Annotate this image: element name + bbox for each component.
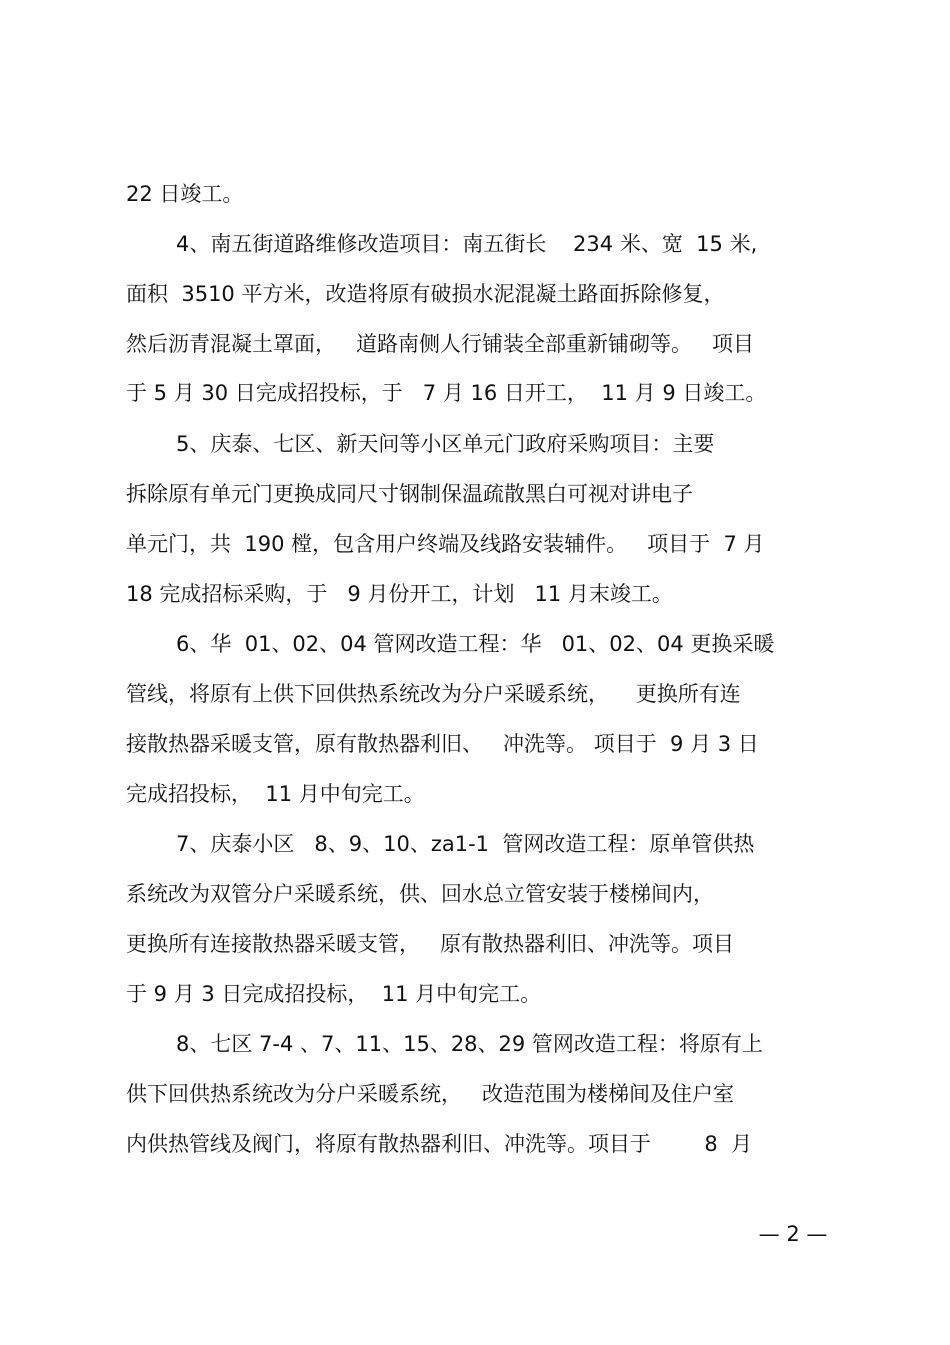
text-line-13: 完成招投标， 11 月中旬完工。 (126, 782, 425, 806)
text-line-8: 单元门，共 190 樘，包含用户终端及线路安装辅件。 项目于 7 月 (126, 532, 765, 556)
text-line-10: 6、华 01、02、04 管网改造工程：华 01、02、04 更换采暖 (176, 632, 775, 656)
page-number: — 2 — (758, 1222, 828, 1246)
text-line-18: 8、七区 7-4 、7、11、15、28、29 管网改造工程：将原有上 (176, 1032, 763, 1056)
text-line-17: 于 9 月 3 日完成招投标， 11 月中旬完工。 (126, 982, 542, 1006)
text-line-6: 5、庆泰、七区、新天问等小区单元门政府采购项目：主要 (176, 432, 715, 456)
text-line-15: 系统改为双管分户采暖系统，供、回水总立管安装于楼梯间内， (126, 882, 714, 906)
text-line-1: 22 日竣工。 (126, 182, 244, 206)
text-line-5: 于 5 月 30 日完成招投标，于 7 月 16 日开工， 11 月 9 日竣工。 (126, 381, 767, 405)
text-line-2: 4、南五街道路维修改造项目：南五街长 234 米、宽 15 米, (176, 232, 758, 256)
text-line-14: 7、庆泰小区 8、9、10、za1-1 管网改造工程：原单管供热 (176, 832, 755, 856)
text-line-9: 18 完成招标采购，于 9 月份开工，计划 11 月末竣工。 (126, 582, 673, 606)
text-line-11: 管线，将原有上供下回供热系统改为分户采暖系统， 更换所有连 (126, 682, 741, 706)
text-line-7: 拆除原有单元门更换成同尺寸钢制保温疏散黑白可视对讲电子 (126, 482, 693, 506)
text-line-4: 然后沥青混凝土罩面， 道路南侧人行铺装全部重新铺砌等。 项目 (126, 332, 755, 356)
text-line-19: 供下回供热系统改为分户采暖系统， 改造范围为楼梯间及住户室 (126, 1082, 735, 1106)
text-line-16: 更换所有连接散热器采暖支管， 原有散热器利旧、冲洗等。项目 (126, 932, 735, 956)
text-line-12: 接散热器采暖支管，原有散热器利旧、 冲洗等。 项目于 9 月 3 日 (126, 732, 759, 756)
text-line-20: 内供热管线及阀门，将原有散热器利旧、冲洗等。项目于 8 月 (126, 1132, 753, 1156)
text-line-3: 面积 3510 平方米，改造将原有破损水泥混凝土路面拆除修复， (126, 282, 725, 306)
